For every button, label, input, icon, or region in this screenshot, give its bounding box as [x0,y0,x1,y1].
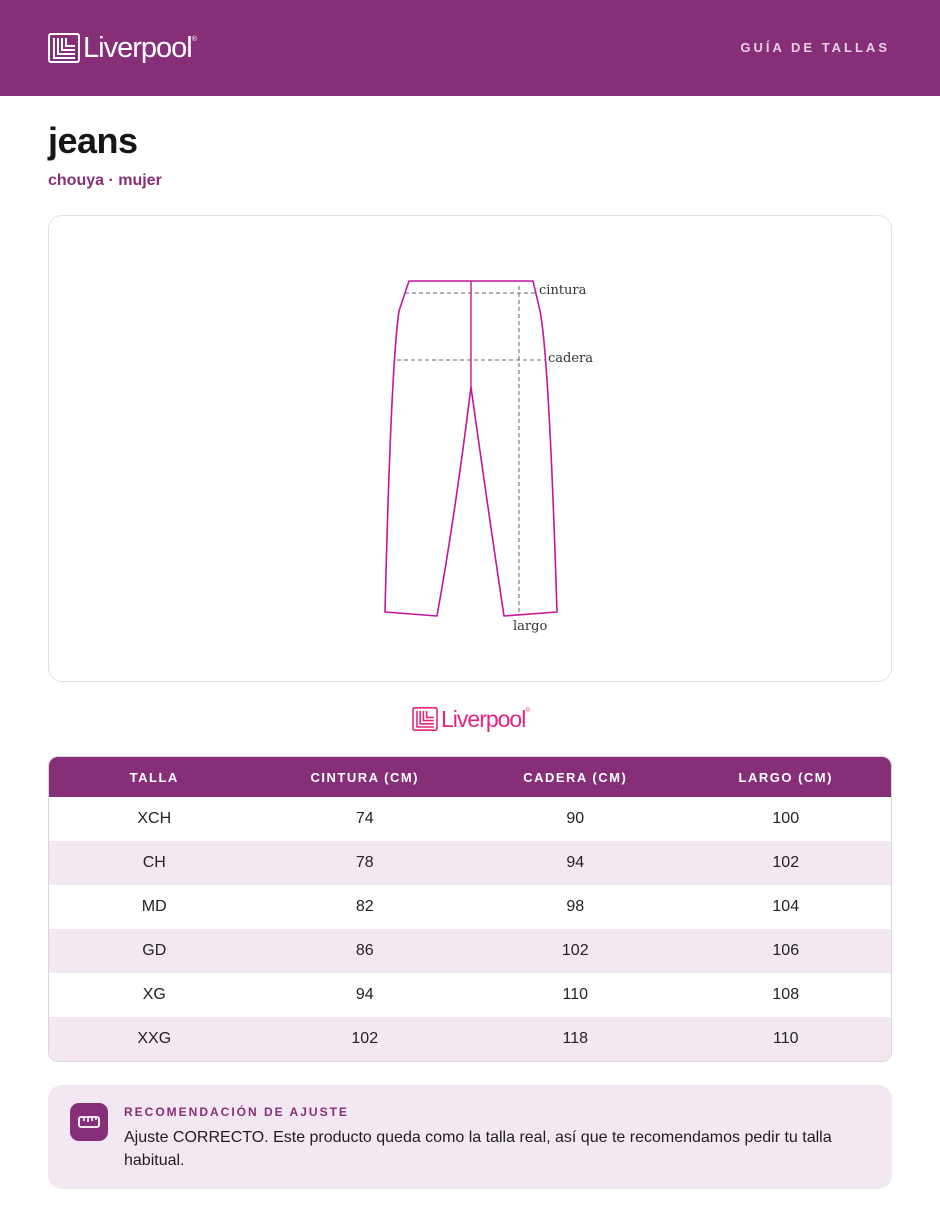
cell-length: 108 [772,986,800,1003]
col-header-hip: CADERA (CM) [523,769,628,785]
cell-size: XG [142,986,166,1003]
cell-waist: 78 [355,854,374,871]
cell-waist: 86 [355,942,374,959]
cell-length: 110 [772,1030,799,1047]
hip-label: cadera [548,351,594,366]
top-bar [0,0,940,96]
cell-waist: 74 [355,810,374,827]
size-guide-label: GUÍA DE TALLAS [740,40,890,55]
table-row [49,841,891,885]
liverpool-logo-icon [412,707,438,731]
table-row [49,885,891,929]
cell-hip: 102 [561,942,589,959]
col-header-size: TALLA [129,769,179,785]
cell-length: 106 [772,942,800,959]
cell-waist: 82 [355,898,374,915]
liverpool-logo-icon [48,33,80,63]
registered-mark: ® [191,36,197,43]
fit-recommendation-card [48,1085,892,1189]
table-row [49,1017,891,1061]
liverpool-logo[interactable] [48,30,197,66]
product-subtitle: chouya · mujer [48,172,162,189]
table-row [49,797,891,841]
cell-hip: 110 [562,986,588,1003]
recommendation-title: RECOMENDACIÓN DE AJUSTE [124,1105,349,1119]
cell-hip: 98 [566,898,585,915]
measurement-illustration-card [48,215,892,682]
cell-length: 100 [772,810,800,827]
cell-size: XXG [137,1030,172,1047]
col-header-length: LARGO (CM) [738,769,833,785]
col-header-waist: CINTURA (CM) [310,769,419,785]
table-row [49,973,891,1017]
waist-label: cintura [539,283,587,298]
registered-mark: ® [525,708,530,714]
table-row [49,929,891,973]
brand-name: Liverpool [441,706,526,732]
cell-size: MD [141,898,167,915]
cell-hip: 94 [566,854,585,871]
cell-size: GD [142,942,167,959]
product-title: jeans [48,120,138,161]
cell-hip: 118 [562,1030,588,1047]
liverpool-watermark-logo [412,704,530,734]
length-label: largo [513,619,548,634]
cell-length: 102 [772,854,800,871]
jeans-diagram [49,216,893,683]
recommendation-text: Ajuste CORRECTO. Este producto queda como la talla real, así que te recomendamos pedir tu talla habitual. [124,1129,832,1169]
cell-hip: 90 [566,810,585,827]
cell-waist: 94 [355,986,374,1003]
cell-length: 104 [772,898,800,915]
table-header-row [49,757,891,797]
size-table [48,756,892,1062]
cell-waist: 102 [351,1030,379,1047]
brand-name: Liverpool [83,32,192,64]
ruler-icon [70,1103,108,1141]
cell-size: CH [142,854,166,871]
cell-size: XCH [137,810,172,827]
